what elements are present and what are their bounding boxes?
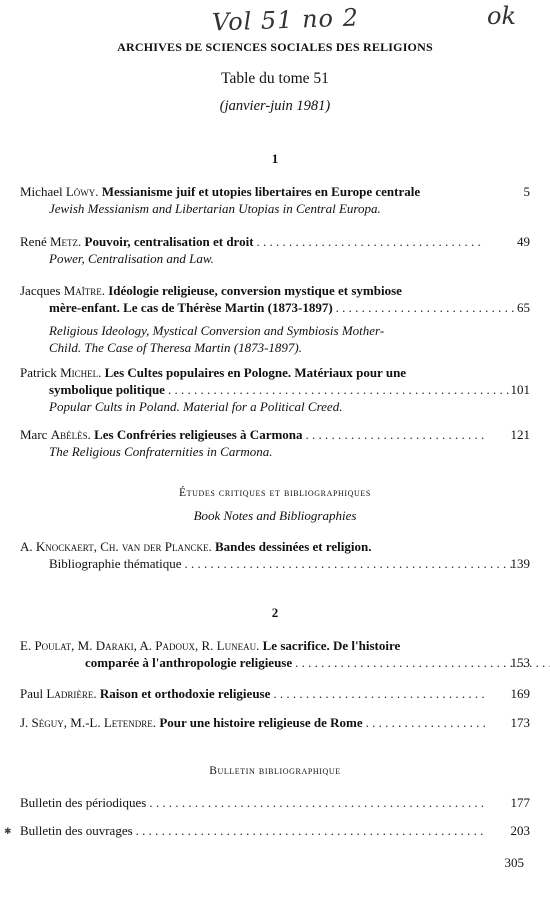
article-translation: The Religious Confraternities in Carmona. (49, 444, 273, 459)
toc-entry-title-line (20, 282, 488, 299)
toc-entry-title-line (20, 555, 517, 572)
leader-dots (168, 381, 514, 398)
toc-entry-maitre (20, 282, 530, 356)
handwritten-ok-note: ok (487, 2, 516, 30)
leader-dots (136, 822, 485, 839)
author-name: Marc Abélès. (20, 427, 91, 442)
leader-dots (257, 233, 485, 250)
article-translation-continued: Child. The Case of Theresa Martin (1873-1897). (49, 340, 303, 355)
article-title: Pouvoir, centralisation et droit (84, 234, 254, 249)
leader-dots (149, 794, 485, 811)
page-number: 173 (510, 715, 530, 730)
article-title: Les Confréries religieuses à Carmona (94, 427, 303, 442)
page-number: 139 (510, 556, 530, 571)
article-title: Les Cultes populaires en Pologne. Matériaux pour une (104, 365, 407, 380)
leader-dots (336, 299, 514, 316)
article-translation: Power, Centralisation and Law. (49, 251, 214, 266)
toc-entry-metz (20, 233, 530, 267)
leader-dots (366, 714, 485, 731)
toc-entry-title-line (20, 299, 517, 316)
page-number: 203 (510, 823, 530, 838)
author-name: E. Poulat, M. Daraki, A. Padoux, R. Luneau. (20, 638, 260, 653)
folio-page-number: 305 (504, 855, 524, 870)
article-title-continued: comparée à l'anthropologie religieuse (85, 655, 293, 670)
author-name: Jacques Maître. (20, 283, 105, 298)
handwritten-volume-note: Vol 51 no 2 (211, 3, 360, 37)
toc-entry-title-line (20, 637, 488, 654)
author-name: A. Knockaert, Ch. van der Plancke. (20, 539, 212, 554)
bulletin-label: Bulletin des périodiques (20, 795, 147, 810)
volume-period: (janvier-juin 1981) (219, 98, 331, 114)
toc-entry-bulletin-periodiques (20, 794, 530, 811)
toc-entry-title-line (20, 654, 550, 671)
toc-entry-ladriere (20, 685, 530, 702)
toc-entry-bulletin-ouvrages (20, 822, 530, 839)
toc-entry-title-line (20, 794, 488, 811)
article-title: Le sacrifice. De l'histoire (262, 638, 401, 653)
toc-entry-title-line (20, 714, 488, 731)
toc-entry-title-line (20, 364, 488, 381)
bulletin-label: Bulletin des ouvrages (20, 823, 133, 838)
article-title-continued: symbolique politique (49, 382, 165, 397)
article-title: Idéologie religieuse, conversion mystique et symbiose (108, 283, 402, 298)
leader-dots (306, 426, 485, 443)
toc-entry-title-line (20, 183, 488, 200)
page-number: 5 (523, 184, 530, 199)
margin-mark: ✱ (4, 826, 12, 836)
toc-entry-title-line (20, 426, 488, 443)
page-number: 153 (510, 655, 530, 670)
page-number: 65 (517, 300, 530, 315)
toc-entry-lowy (20, 183, 530, 217)
article-title: Pour une histoire religieuse de Rome (159, 715, 363, 730)
article-translation: Religious Ideology, Mystical Conversion and Symbiosis Mother- (49, 323, 385, 338)
author-name: Paul Ladrière. (20, 686, 97, 701)
toc-entry-michel (20, 364, 530, 415)
author-name: René Metz. (20, 234, 82, 249)
toc-entry-title-line (20, 822, 488, 839)
section-caption-etudes-en: Book Notes and Bibliographies (193, 508, 357, 523)
journal-title: ARCHIVES DE SCIENCES SOCIALES DES RELIGIONS (117, 40, 433, 54)
page-number: 177 (510, 795, 530, 810)
leader-dots (273, 685, 485, 702)
toc-entry-poulat (20, 637, 530, 671)
article-title-continued: mère-enfant. Le cas de Thérèse Martin (1873-1897) (49, 300, 333, 315)
author-name: J. Séguy, M.-L. Letendre. (20, 715, 157, 730)
article-title: Messianisme juif et utopies libertaires en Europe centrale (101, 184, 421, 199)
page-number: 169 (510, 686, 530, 701)
toc-entry-title-line (20, 381, 517, 398)
article-translation: Jewish Messianism and Libertarian Utopias in Central Europa. (49, 201, 381, 216)
author-name: Patrick Michel. (20, 365, 102, 380)
page-number: 121 (510, 427, 530, 442)
section-number-2: 2 (271, 605, 279, 620)
toc-entry-abeles (20, 426, 530, 460)
article-translation: Popular Cults in Poland. Material for a Political Creed. (49, 399, 343, 414)
toc-entry-title-line (20, 233, 488, 250)
article-title: Bandes dessinées et religion. (214, 539, 372, 554)
section-caption-bulletin: Bulletin bibliographique (209, 765, 341, 777)
article-title: Raison et orthodoxie religieuse (99, 686, 271, 701)
toc-entry-title-line (20, 538, 488, 555)
toc-entry-knockaert (20, 538, 530, 572)
toc-entry-seguy (20, 714, 530, 731)
section-caption-etudes: Études critiques et bibliographiques (179, 487, 371, 499)
volume-title: Table du tome 51 (221, 70, 329, 87)
toc-entry-title-line (20, 685, 488, 702)
page-number: 101 (510, 382, 530, 397)
page-number: 49 (517, 234, 530, 249)
article-subtitle: Bibliographie thématique (49, 556, 182, 571)
leader-dots (185, 555, 515, 572)
section-number-1: 1 (271, 151, 279, 166)
author-name: Michael Löwy. (20, 184, 99, 199)
